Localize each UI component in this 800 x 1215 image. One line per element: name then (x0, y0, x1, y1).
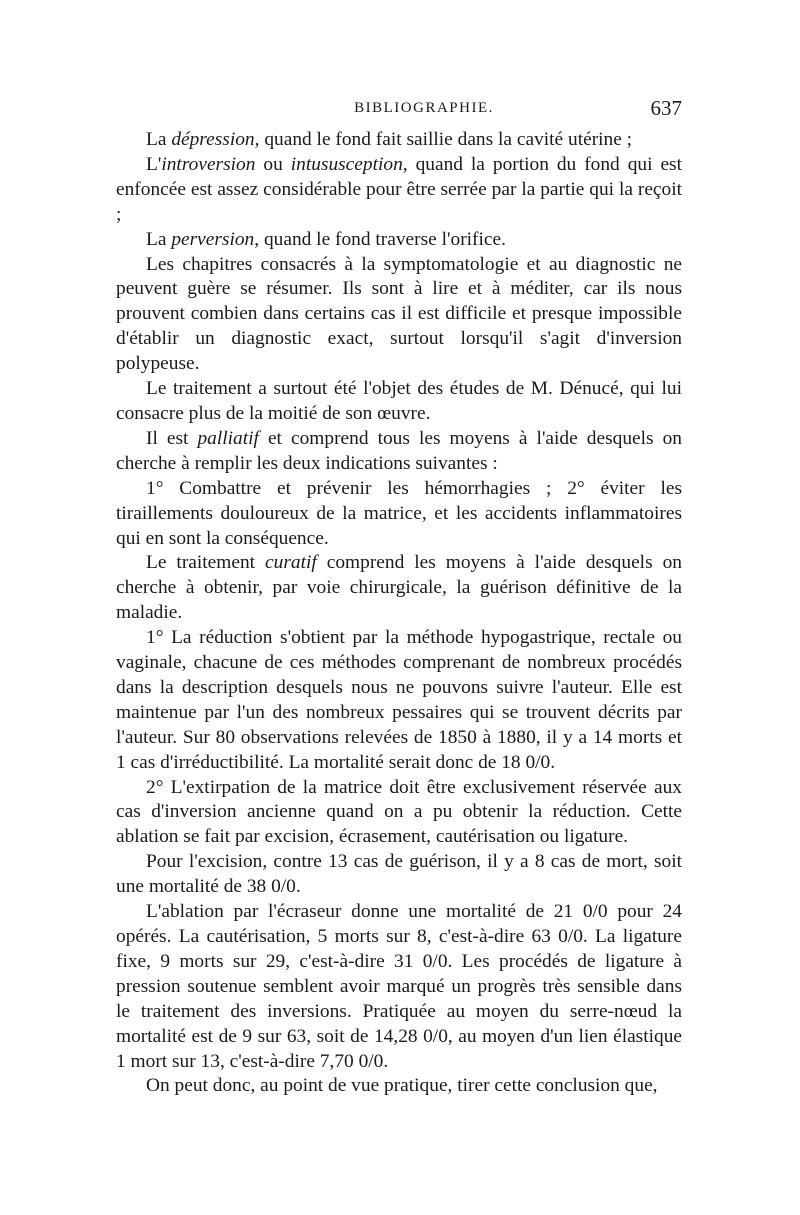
text-run: Pour l'excision, contre 13 cas de guérison, il y a 8 cas de mort, soit une mortalité de 38 0/0. (116, 851, 682, 898)
text-run: La (146, 228, 172, 250)
text-run: Le traitement a surtout été l'objet des études de M. Dénucé, qui lui consacre plus de la moitié de son œuvre. (116, 378, 682, 424)
paragraph (116, 850, 682, 900)
paragraph (116, 128, 682, 153)
text-run: Les chapitres consacrés à la symptomatologie et au diagnostic ne peuvent guère se résumer. Ils sont à lire et à méditer, car ils nous prouvent combien dans certains cas il est difficile et presque impossible d'établir un diagnostic exact, surtout lorsqu'il s'agit d'inversion polypeuse. (116, 253, 682, 375)
text-run: , quand le fond fait saillie dans la cavité utérine ; (254, 129, 633, 150)
paragraph (116, 626, 682, 775)
paragraph (116, 551, 682, 626)
page-header (116, 96, 682, 126)
text-run: , quand le fond traverse l'orifice. (254, 228, 506, 250)
paragraph (116, 377, 682, 427)
text-run: L' (146, 153, 162, 175)
paragraph (116, 776, 682, 851)
paragraph (116, 427, 682, 477)
text-run: ou (255, 153, 291, 175)
paragraph (116, 153, 682, 228)
body-text (116, 128, 682, 1099)
italic-term: curatif (265, 552, 317, 574)
text-run: comprend les moyens à l'aide desquels on cherche à obtenir, par voie chirurgicale, la guérison définitive de la maladie. (116, 552, 682, 624)
paragraph (116, 1074, 682, 1099)
text-run: 2° L'extirpation de la matrice doit être exclusivement réservée aux cas d'inversion ancienne quand on a pu obtenir la réduction. Cette ablation se fait par excision, écrasement, cautérisation ou ligature. (116, 776, 682, 848)
paragraph (116, 477, 682, 552)
italic-term: dépression (171, 129, 255, 150)
paragraph (116, 253, 682, 378)
paragraph (116, 228, 682, 253)
italic-term: perversion (171, 228, 255, 250)
running-title: BIBLIOGRAPHIE. (354, 100, 494, 116)
text-run: , quand la portion du fond qui est enfoncée est assez considérable pour être serrée par la partie qui la reçoit ; (116, 153, 682, 225)
italic-term: palliatif (197, 427, 259, 449)
text-run: 1° La réduction s'obtient par la méthode hypogastrique, rectale ou vaginale, chacune de ces méthodes comprenant de nombreux procédés dans la description desquels nous ne pouvons suivre l'auteur. Elle est maintenue par l'un des nombreux pessaires qui se trouvent décrits par l'auteur. Sur 80 observations relevées de 1850 à 1880, il y a 14 morts et 1 cas d'irréductibilité. La mortalité serait donc de 18 0/0. (116, 627, 682, 773)
text-run: L'ablation par l'écraseur donne une mortalité de 21 0/0 pour 24 opérés. La cautérisation, 5 morts sur 8, c'est-à-dire 63 0/0. La ligature fixe, 9 morts sur 29, c'est-à-dire 31 0/0. Les procédés de ligature à pression soutenue semblent avoir marqué un progrès très sensible dans le traitement des inversions. Pratiquée au moyen du serre-nœud la mortalité est de 9 sur 63, soit de 14,28 0/0, au moyen d'un lien élastique 1 mort sur 13, c'est-à-dire 7,70 0/0. (116, 901, 682, 1072)
italic-term: intususception (290, 153, 403, 175)
italic-term: introversion (161, 153, 256, 175)
text-run: Le traitement (146, 552, 266, 574)
text-run: Il est (146, 427, 198, 449)
page-number: 637 (650, 96, 682, 120)
text-run: La (146, 129, 172, 150)
paragraph (116, 900, 682, 1074)
text-run: On peut donc, au point de vue pratique, tirer cette conclusion que, (146, 1075, 658, 1097)
text-run: et comprend tous les moyens à l'aide desquels on cherche à remplir les deux indications suivantes : (116, 427, 682, 474)
text-run: 1° Combattre et prévenir les hémorrhagies ; 2° éviter les tiraillements douloureux de la matrice, et les accidents inflammatoires qui en sont la conséquence. (116, 477, 682, 549)
